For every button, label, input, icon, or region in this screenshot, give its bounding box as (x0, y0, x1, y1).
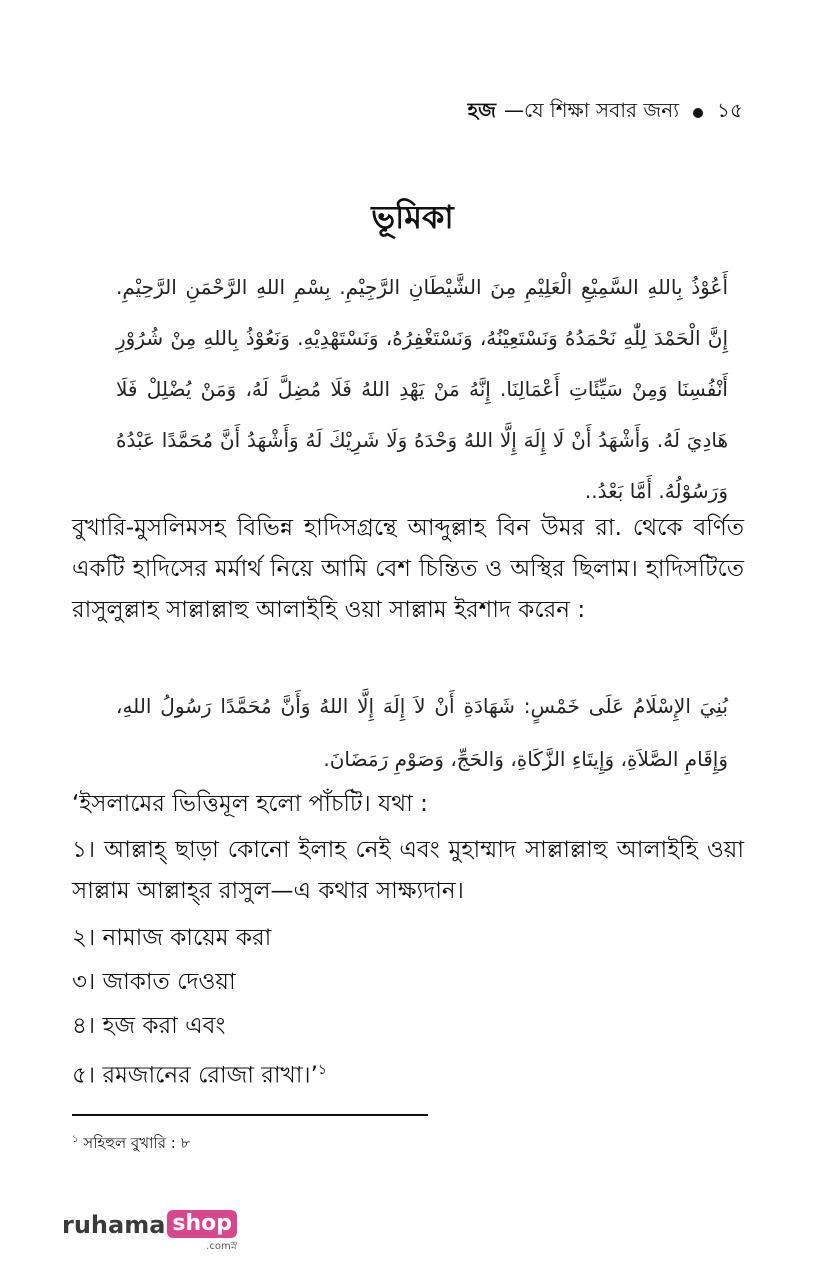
logo-brand-text: ruhama (62, 1211, 166, 1239)
header-book-title: হজ (467, 98, 496, 122)
logo-shop-badge: shop (167, 1210, 237, 1238)
pillar-item-5-text: ৫। রমজানের রোজা রাখা।’ (72, 1062, 318, 1089)
chapter-title: ভূমিকা (371, 198, 454, 236)
pillar-item-1: ১। আল্লাহ্ ছাড়া কোনো ইলাহ নেই এবং মুহাম্মাদ সাল্লাল্লাহু আলাইহি ওয়া সাল্লাম আল্লাহ্‌র রাসুল—এ কথার সাক্ষ্যদান। (72, 837, 744, 904)
logo-domain-text: .comস্ন (206, 1241, 238, 1252)
bullet-dot-icon (693, 108, 703, 118)
pillar-item-3: ৩। জাকাত দেওয়া (72, 969, 236, 995)
hadith-translation-lead: ‘ইসলামের ভিত্তিমূল হলো পাঁচটি। যথা : (72, 791, 428, 817)
page-number: ১৫ (717, 98, 743, 122)
footnote-marker: ১ (72, 1134, 79, 1145)
intro-paragraph: বুখারি-মুসলিমসহ বিভিন্ন হাদিসগ্রন্থে আব্দুল্লাহ বিন উমর রা. থেকে বর্ণিত একটি হাদিসের মর্মার্থ নিয়ে আমি বেশ চিন্তিত ও অস্থির ছিলাম। হাদিসটিতে রাসুলুল্লাহ সাল্লাল্লাহু আলাইহি ওয়া সাল্লাম ইরশাদ করেন : (72, 515, 744, 623)
publisher-logo (62, 1210, 237, 1256)
pillar-item-2: ২। নামাজ কায়েম করা (72, 925, 272, 951)
running-header (468, 96, 743, 129)
arabic-hadith: بُنِيَ الإِسْلَامُ عَلَى خَمْسٍ: شَهَادَةِ أَنْ لاَ إِلَهَ إِلَّا اللهُ وَأَنَّ مُحَمَّدًا رَسُولُ اللهِ، وَإِقَامِ الصَّلاَةِ، وَإِيتَاءِ الزَّكَاةِ، وَالحَجِّ، وَصَوْمِ رَمَضَانَ. (116, 694, 728, 771)
pillar-item-5 (72, 1050, 744, 1097)
footnote (72, 1132, 190, 1157)
header-subtitle: —যে শিক্ষা সবার জন্য (503, 98, 680, 122)
arabic-opening-supplication: أَعُوْذُ بِاللهِ السَّمِيْعِ الْعَلِيْمِ مِنَ الشَّيْطَانِ الرَّجِيْمِ. بِسْمِ اللهِ الرَّحْمَنِ الرَّحِيْمِ. إِنَّ الْحَمْدَ لِلّٰهِ نَحْمَدُهُ وَنَسْتَعِيْنُهُ، وَنَسْتَغْفِرُهُ، وَنَسْتَهْدِيْهِ. وَنَعُوْذُ بِاللهِ مِنْ شُرُوْرِ أَنْفُسِنَا وَمِنْ سَيِّئَاتِ أَعْمَالِنَا. إِنَّهُ مَنْ يَهْدِ اللهُ فَلَا مُضِلَّ لَهُ، وَمَنْ يُضْلِلْ فَلَا هَادِيَ لَهُ. وَأَشْهَدُ أَنْ لَا إِلَهَ إِلَّا اللهُ وَحْدَهُ وَلَا شَرِيْكَ لَهُ وَأَشْهَدُ أَنَّ مُحَمَّدًا عَبْدُهُ وَرَسُوْلُهُ. أَمَّا بَعْدُ.. (116, 275, 728, 503)
footnote-text: সহিহুল বুখারি : ৮ (83, 1134, 191, 1152)
footnote-divider (72, 1114, 428, 1116)
pillar-item-4: ৪। হজ করা এবং (72, 1013, 226, 1039)
footnote-reference[interactable]: ১ (317, 1062, 327, 1078)
